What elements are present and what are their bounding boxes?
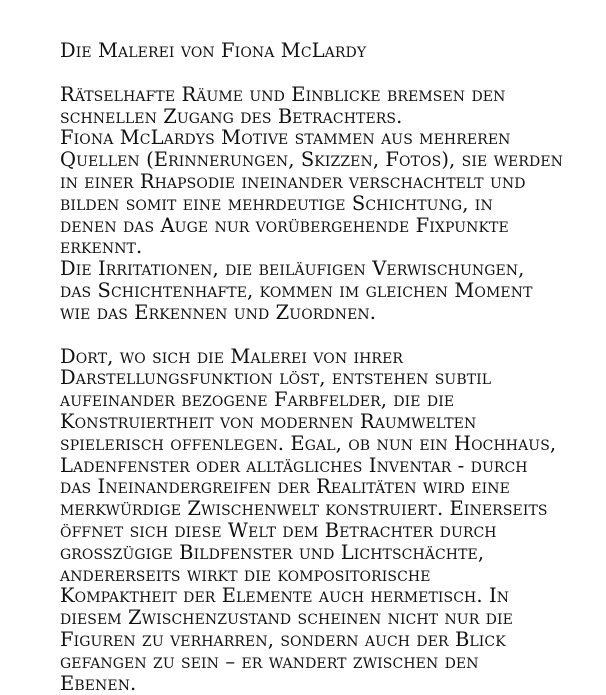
document-title: Die Malerei von Fiona McLardy — [60, 39, 367, 62]
paragraph-intro: Rätselhafte Räume und Einblicke bremsen den schnellen Zugang des Betrachters. Fiona McLardys Motive stammen aus mehreren Quellen (Erinnerungen, Skizzen, Fotos), sie werden in einer Rhapsodie ineinander verschachtelt und bilden somit eine mehrdeutige Schichtung, in denen das Auge nur vorübergehende Fixpunkte erkennt. Die Irritationen, die beiläufigen Verwischungen, das Schichtenhafte, kommen im gleichen Moment wie das Erkennen und Zuordnen. — [60, 82, 564, 324]
paragraph-painting: Dort, wo sich die Malerei von ihrer Darstellungsfunktion löst, entstehen subtil aufeinander bezogene Farbfelder, die die Konstruiertheit von modernen Raumwelten spielerisch offenlegen. Egal, ob nun ein Hochhaus, Ladenfenster oder alltägliches Inventar - durch das Ineinandergreifen der Realitäten wird eine merkwürdige Zwischenwelt konstruiert. Einerseits öffnet sich diese Welt dem Betrachter durch grosszügige Bildfenster und Lichtschächte, andererseits wirkt die kompositorische Kompaktheit der Elemente auch hermetisch. In diesem Zwischenzustand scheinen nicht nur die Figuren zu verharren, sondern auch der Blick gefangen zu sein – er wandert zwischen den Ebenen. — [60, 344, 557, 695]
document-body — [60, 40, 600, 694]
